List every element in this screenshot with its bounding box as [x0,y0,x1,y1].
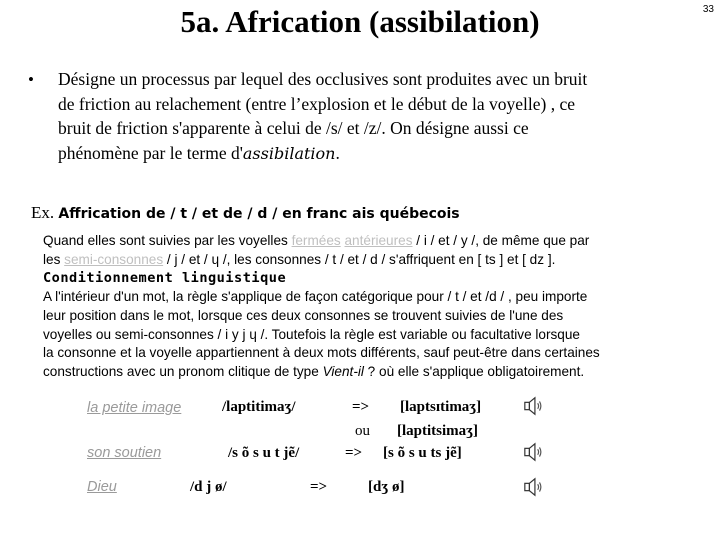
example-heading [31,203,460,223]
example-arrow: => [310,479,328,495]
link-semi-consonnes[interactable]: semi-consonnes [64,251,164,267]
paragraph-text: constructions avec un pronom clitique de type [43,363,323,379]
example-output: [laptsɪtimaʒ] [400,399,482,415]
example-link-dieu[interactable]: Dieu [87,479,117,495]
link-fermees[interactable]: fermées [291,233,341,248]
example-link-petite-image[interactable]: la petite image [87,400,182,416]
example-arrow: => [352,399,370,415]
explanation-paragraph [43,232,715,382]
example-arrow: => [345,445,363,461]
paragraph-line [43,251,715,270]
paragraph-line [43,363,715,382]
paragraph-line: voyelles ou semi-consonnes / i y j ɥ /. Toutefois la règle est variable ou facultative lorsque [43,326,580,342]
definition-text: phénomène par le terme d' [58,142,243,163]
paragraph-line: A l'intérieur d'un mot, la règle s'applique de façon catégorique pour / t / et /d / , peu importe [43,289,588,305]
paragraph-line: leur position dans le mot, lorsque ces deux consonnes se trouvent suivies de l'une des [43,307,564,323]
paragraph-line [43,232,715,251]
link-anterieures[interactable]: antérieures [344,233,413,248]
paragraph-text: les [43,251,65,267]
slide-title: 5a. Africation (assibilation) [180,4,540,39]
example-prefix: Ex. [31,203,55,222]
definition-line: bruit de friction s'apparente à celui de /s/ et /z/. On désigne aussi ce [58,118,529,138]
conditionnement-heading: Conditionnement linguistique [43,270,287,287]
example-input: /s õ s u t jẽ/ [228,445,300,461]
example-heading-text: Affrication de / t / et de / d / en franc ais québecois [58,206,460,222]
assibilation-term: assibilation [242,143,336,163]
definition-line [58,141,698,167]
paragraph-text: ? où elle s'applique obligatoirement. [363,363,585,379]
paragraph-text: / i / et / y /, de même que par [412,233,590,248]
example-input: /d j ø/ [190,479,227,495]
definition-line: de friction au relachement (entre l’explosion et le début de la voyelle) , ce [58,93,575,114]
speaker-icon[interactable] [523,395,545,417]
example-output-alt: [laptitsimaʒ] [397,423,479,439]
definition-text: . [335,142,340,163]
definition-bullet [58,67,698,166]
definition-line: Désigne un processus par lequel des occlusives sont produites avec un bruit [58,69,588,89]
example-output: [dʒ ø] [368,479,405,495]
paragraph-text: Quand elles sont suivies par les voyelles [43,233,292,248]
example-or: ou [355,423,370,439]
paragraph-line: la consonne et la voyelle appartiennent à deux mots différents, sauf peut-être dans certaines [43,345,600,361]
example-input: /laptitimaʒ/ [222,399,296,415]
speaker-icon[interactable] [523,476,545,498]
example-link-son-soutien[interactable]: son soutien [87,445,162,461]
example-output: [s õ s u ts jẽ] [383,445,462,461]
paragraph-text: / j / et / ɥ /, les consonnes / t / et / d / s'affriquent en [ ts ] et [ dz ]. [163,251,556,267]
bullet-marker: • [28,70,34,89]
page-number: 33 [702,4,714,15]
speaker-icon[interactable] [523,441,545,463]
vient-il-example: Vient-il [322,363,364,379]
